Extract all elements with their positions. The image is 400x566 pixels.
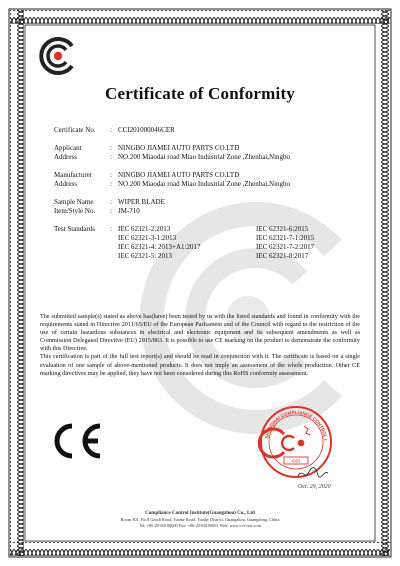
svg-text:SHANGHAI COMPLIANCE CONTROL IN: SHANGHAI COMPLIANCE CONTROL I bbox=[264, 409, 328, 441]
field-label: Certificate No. bbox=[54, 126, 96, 134]
conformity-statement bbox=[40, 313, 360, 378]
standard-item: IEC 62321-6:2015 bbox=[256, 225, 309, 233]
standard-item: IEC 62321-3-1:2013 bbox=[118, 234, 177, 242]
standard-item: IEC 62321-8:2017 bbox=[256, 252, 309, 260]
field-value: NO.200 Miaodai road Miao Industrial Zone ,Zhenhai,Ningbo bbox=[118, 153, 291, 161]
statement-paragraph-1: The submitted sample(s) stated as above has(have) been tested by us with the listed standards and found in conformity with the requirements stated in Directive 2011/65/EU of the European Parliament and of the Council with regard to the restriction of the use of certain hazardous substances in electrical and electronic equipment and its subsequent amendments as well as Commission Delegated Directive (EU) 2015/863. It is possible to use CE marking on the product to demonstrate the conformity with this Directive. bbox=[40, 313, 360, 353]
field-label: Item/Style No. bbox=[54, 207, 96, 215]
certificate-title: Certificate of Conformity bbox=[104, 84, 296, 103]
issue-date: Oct. 29, 2020 bbox=[298, 484, 331, 490]
field-colon: : bbox=[110, 153, 112, 161]
cci-logo-icon bbox=[38, 36, 78, 76]
footer-organization: Compliance Control Institute(Guangzhou) Co., Ltd bbox=[145, 511, 255, 516]
field-colon: : bbox=[110, 207, 112, 215]
signature-icon bbox=[296, 466, 330, 480]
standard-item: IEC 62321-2:2013 bbox=[118, 225, 171, 233]
field-value: NINGBO JIAMEI AUTO PARTS CO.LTD bbox=[118, 171, 240, 179]
field-colon: : bbox=[110, 144, 112, 152]
field-colon: : bbox=[110, 126, 112, 134]
statement-paragraph-2: This certification is part of the full test report(s) and should be read in conjunction with it. The certificate is based on a single evaluation of one sample of above-mentioned products. It does not imply an assessment of the whole production. Other CE marking directives may be applied, they have not been considered during this RoHS conformity assessment. bbox=[40, 353, 360, 377]
test-standards bbox=[54, 225, 374, 265]
field-label: Manufacturer bbox=[54, 171, 93, 179]
field-value: JM-710 bbox=[118, 207, 140, 215]
field-label: Applicant bbox=[54, 144, 82, 152]
footer-address: Room 301, No.8 Gaodi Road, Tianhe Road, Tianhe District, Guangzhou, Guangdong, China bbox=[120, 516, 280, 522]
field-label: Address bbox=[54, 153, 77, 161]
footer bbox=[40, 511, 360, 528]
footer-contact: Tel: +86-20-84100000 Fax: +86-20-84100001 Web: www.cci-cert.com bbox=[138, 522, 262, 528]
field-value: WIPER BLADE bbox=[118, 198, 165, 206]
standard-item: IEC 62321-7-2:2017 bbox=[256, 243, 315, 251]
ce-mark-icon bbox=[48, 420, 104, 462]
field-colon: : bbox=[110, 171, 112, 179]
field-label: Sample Name bbox=[54, 198, 94, 206]
field-label: Address bbox=[54, 180, 77, 188]
field-value: NINGBO JIAMEI AUTO PARTS CO.LTD bbox=[118, 144, 240, 152]
field-colon: : bbox=[110, 198, 112, 206]
field-colon: : bbox=[110, 180, 112, 188]
standard-item: IEC 62321-4: 2013+A1:2017 bbox=[118, 243, 201, 251]
svg-text:CCI: CCI bbox=[292, 458, 300, 464]
field-value: CCI201000046CER bbox=[118, 126, 175, 134]
field-value: NO.200 Miaodai road Miao Industrial Zone ,Zhenhai,Ningbo bbox=[118, 180, 291, 188]
standard-item: IEC 62321-7-1:2015 bbox=[256, 234, 315, 242]
standards-label: Test Standards bbox=[54, 225, 95, 233]
field-colon: : bbox=[110, 225, 112, 233]
standard-item: IEC 62321-5: 2013 bbox=[118, 252, 173, 260]
